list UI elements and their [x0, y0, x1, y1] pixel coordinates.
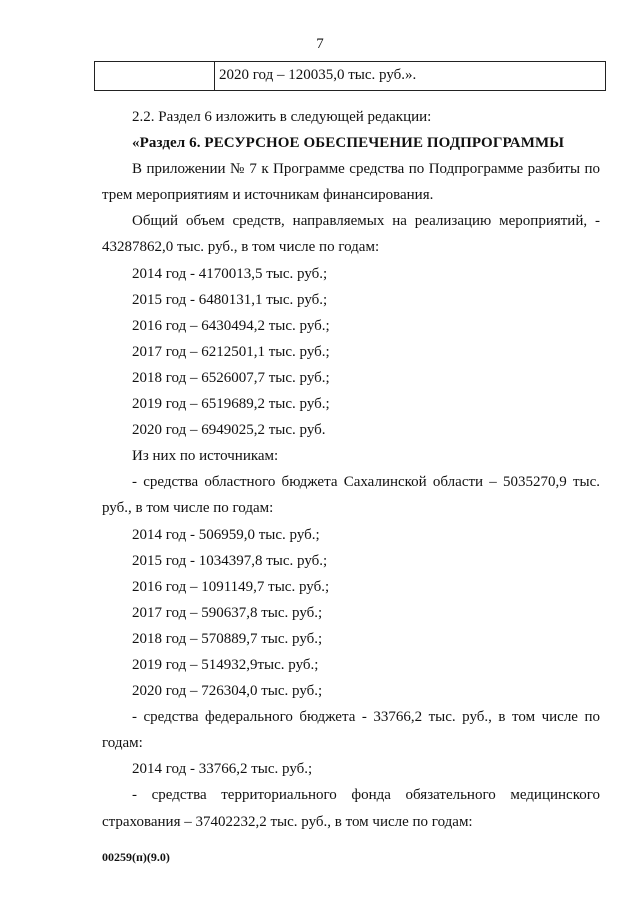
- continuation-table: [94, 61, 606, 91]
- list-item: 2014 год - 506959,0 тыс. руб.;: [132, 526, 320, 543]
- paragraph-appendix: В приложении № 7 к Программе средства по Подпрограмме разбиты по трем мероприятиям и источникам финансирования.: [102, 161, 600, 204]
- list-item: 2016 год – 6430494,2 тыс. руб.;: [132, 317, 330, 334]
- list-item: 2019 год – 514932,9тыс. руб.;: [132, 656, 319, 673]
- document-body: [102, 104, 600, 835]
- list-item: 2018 год – 570889,7 тыс. руб.;: [132, 630, 323, 647]
- sources-label: Из них по источникам:: [132, 448, 279, 465]
- intro-paragraph: 2.2. Раздел 6 изложить в следующей редакции:: [132, 109, 432, 125]
- paragraph-total: Общий объем средств, направляемых на реализацию мероприятий, - 43287862,0 тыс. руб., в том числе по годам:: [102, 213, 600, 256]
- list-item: 2017 год – 6212501,1 тыс. руб.;: [132, 343, 330, 360]
- page-number: 7: [316, 36, 324, 52]
- section-heading: «Раздел 6. РЕСУРСНОЕ ОБЕСПЕЧЕНИЕ ПОДПРОГРАММЫ: [132, 135, 565, 152]
- list-item: 2015 год - 6480131,1 тыс. руб.;: [132, 291, 328, 308]
- table-cell: 2020 год – 120035,0 тыс. руб.».: [219, 67, 417, 83]
- list-item: 2019 год – 6519689,2 тыс. руб.;: [132, 396, 330, 413]
- federal-budget-paragraph: - средства федерального бюджета - 33766,2 тыс. руб., в том числе по годам:: [102, 709, 600, 752]
- total-by-year-list: [102, 261, 600, 444]
- list-item: 2020 год – 6949025,2 тыс. руб.: [132, 422, 326, 439]
- federal-by-year-list: [102, 756, 600, 782]
- table-column-divider: [214, 62, 215, 90]
- regional-budget-paragraph: - средства областного бюджета Сахалинской области – 5035270,9 тыс. руб., в том числе по годам:: [102, 474, 600, 517]
- list-item: 2018 год – 6526007,7 тыс. руб.;: [132, 369, 330, 386]
- list-item: 2017 год – 590637,8 тыс. руб.;: [132, 604, 323, 621]
- list-item: 2020 год – 726304,0 тыс. руб.;: [132, 683, 323, 700]
- list-item: 2014 год - 4170013,5 тыс. руб.;: [132, 265, 328, 282]
- list-item: 2015 год - 1034397,8 тыс. руб.;: [132, 552, 328, 569]
- regional-by-year-list: [102, 522, 600, 705]
- insurance-fund-paragraph: - средства территориального фонда обязательного медицинского страхования – 37402232,2 тыс. руб., в том числе по годам:: [102, 787, 600, 830]
- document-code: 00259(п)(9.0): [102, 850, 170, 864]
- list-item: 2016 год – 1091149,7 тыс. руб.;: [132, 578, 330, 595]
- list-item: 2014 год - 33766,2 тыс. руб.;: [132, 761, 313, 778]
